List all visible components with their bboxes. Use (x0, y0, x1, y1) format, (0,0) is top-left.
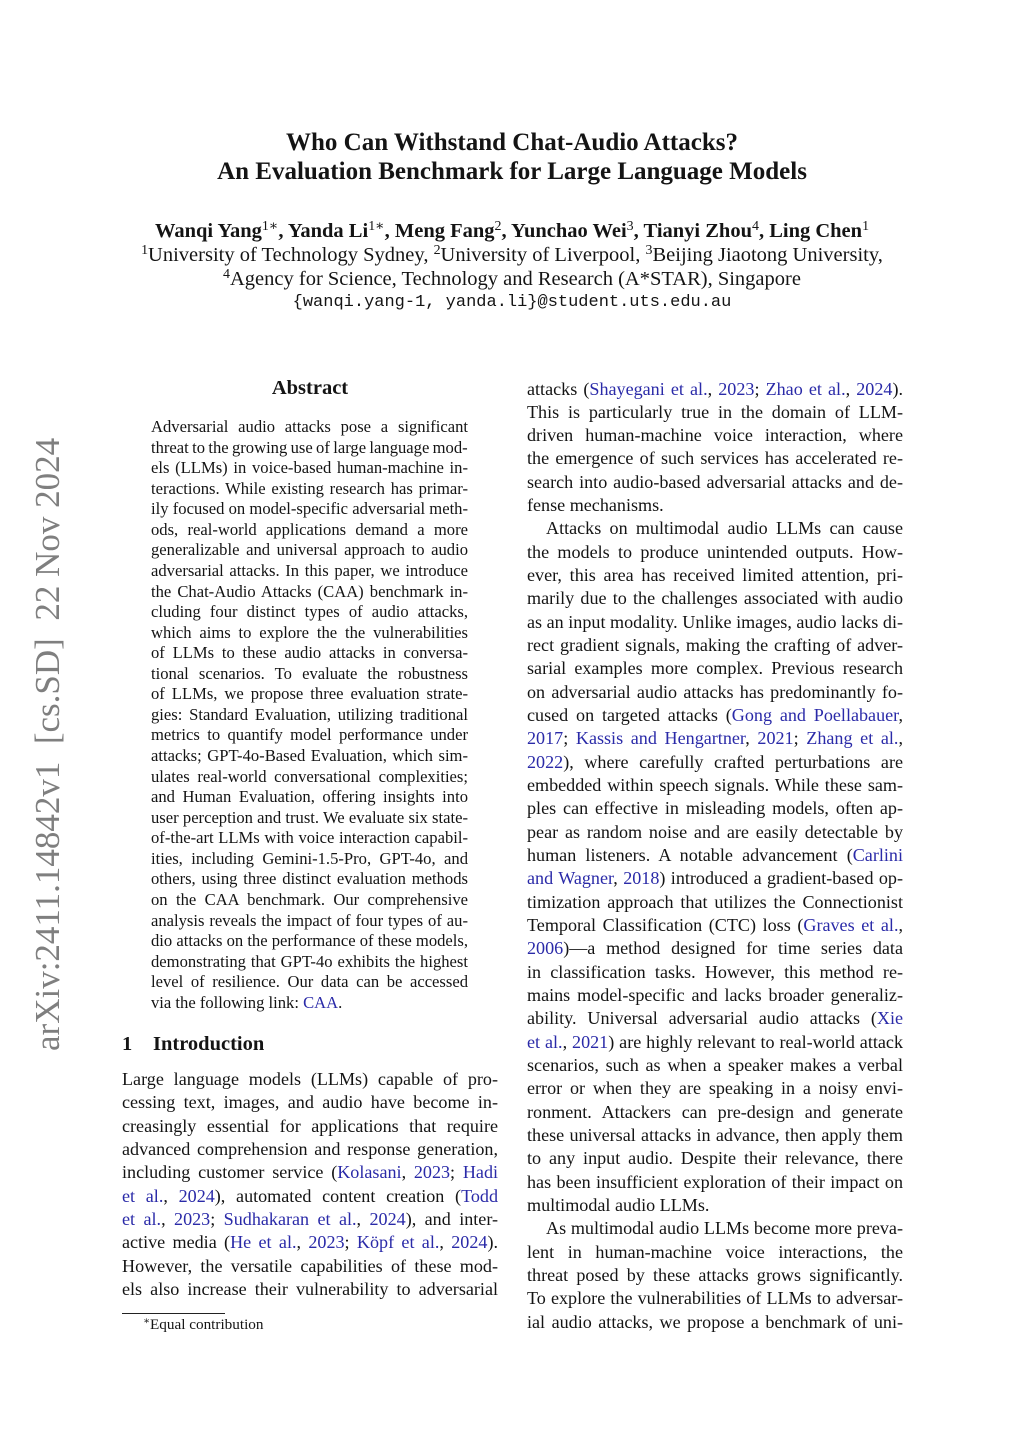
intro-line (527, 821, 903, 844)
abstract-line (151, 746, 468, 767)
title-line: Who Can Withstand Chat-Audio Attacks? (286, 129, 738, 156)
intro-line (527, 517, 903, 540)
text-run: , (613, 868, 624, 889)
text-run: metrics to quantify model performance under (151, 725, 468, 745)
text-run: creasingly essential for applications that require (122, 1115, 498, 1136)
intro-line (527, 1124, 903, 1147)
intro-line (527, 774, 903, 797)
text-run: , (401, 1162, 414, 1183)
author-separator: , (501, 220, 512, 242)
intro-line (122, 1255, 498, 1278)
abstract-line (151, 684, 468, 705)
citation-link[interactable]: 2023 (413, 1162, 451, 1183)
citation-link[interactable]: Gong and Poellabauer (731, 705, 899, 726)
text-run: ability. Universal adversarial audio attacks ( (527, 1008, 877, 1029)
paper-title (0, 128, 1024, 186)
text-run: ; (754, 378, 766, 399)
citation-link[interactable]: 2018 (623, 868, 660, 889)
intro-line (122, 1091, 498, 1114)
citation-link[interactable]: et al. (122, 1185, 164, 1206)
abstract-heading: Abstract (271, 377, 349, 399)
text-run: cessing text, images, and audio have become in- (122, 1092, 498, 1113)
citation-link[interactable]: 2021 (572, 1031, 609, 1052)
text-run: error or when they are speaking in a noisy envi- (527, 1078, 903, 1099)
citation-link[interactable]: 2021 (757, 728, 794, 749)
affiliation-number: 4 (223, 267, 230, 283)
text-run: active media ( (122, 1232, 231, 1253)
intro-line (527, 1217, 903, 1240)
text-run: threat posed by these attacks grows significantly. (527, 1264, 903, 1285)
abstract-line (151, 623, 468, 644)
text-run: sarial examples more complex. Previous research (527, 658, 903, 679)
text-run: the models to produce unintended outputs. How- (527, 541, 903, 562)
intro-line (527, 1007, 903, 1030)
text-run: advanced comprehension and response generation, (122, 1138, 498, 1159)
text-run: Temporal Classification (CTC) loss ( (527, 915, 804, 936)
text-run: marily due to the challenges associated with audio (527, 588, 903, 609)
text-run: these universal attacks in advance, then apply them (527, 1125, 903, 1145)
abstract-line (151, 911, 468, 932)
intro-left-column (122, 1068, 498, 1301)
text-run: gies: Standard Evaluation, utilizing traditional (151, 704, 468, 724)
author-name: Ling Chen (769, 220, 863, 242)
intro-line (527, 727, 903, 750)
section-heading (122, 1032, 264, 1056)
citation-link[interactable]: 2023 (174, 1208, 211, 1229)
section-title: Introduction (153, 1033, 265, 1055)
citation-link[interactable]: Sudhakaran et al. (223, 1208, 357, 1229)
abstract-line (151, 540, 468, 561)
intro-line (527, 471, 903, 494)
citation-link[interactable]: 2006 (527, 938, 564, 959)
intro-line (527, 1101, 903, 1124)
citation-link[interactable]: Hadi (462, 1162, 499, 1183)
text-run: on adversarial audio attacks has predominantly fo- (527, 681, 903, 702)
intro-line (527, 587, 903, 610)
text-run: dio attacks on the performance of these models, (151, 931, 469, 951)
abstract-line (151, 725, 468, 746)
intro-line (527, 1194, 903, 1217)
text-run: demonstrating that GPT-4o exhibits the highest (151, 951, 468, 971)
abstract-line (151, 931, 468, 952)
author-affiliation-mark: 2 (494, 219, 502, 235)
abstract-line (151, 458, 468, 479)
intro-line (122, 1208, 498, 1231)
text-run: including customer service ( (122, 1162, 338, 1183)
citation-link[interactable]: et al. (527, 1031, 563, 1052)
intro-line (122, 1138, 498, 1161)
abstract-line (151, 705, 468, 726)
affiliation-name: University of Technology Sydney, (148, 244, 434, 266)
text-run: , (898, 705, 903, 726)
text-run: adversarial attacks. In this paper, we introduce (151, 560, 468, 580)
intro-line (527, 797, 903, 820)
text-run: ; (793, 728, 807, 749)
intro-line (122, 1231, 498, 1254)
citation-link[interactable]: et al. (122, 1208, 162, 1229)
text-run: multimodal audio LLMs. (527, 1194, 710, 1215)
text-run: pear as random noise and are easily detectable by (527, 821, 903, 842)
intro-line (527, 1264, 903, 1287)
abstract-line (151, 808, 468, 829)
abstract-line (151, 602, 468, 623)
text-run: tional scenarios. To evaluate the robustness (151, 663, 468, 683)
citation-link[interactable]: CAA (303, 992, 339, 1012)
citation-link[interactable]: Carlini (852, 845, 903, 866)
text-run: Attacks on multimodal audio LLMs can cause (546, 518, 903, 539)
author-name: Yanda Li (287, 220, 369, 242)
affiliation-name: University of Liverpool, (440, 244, 646, 266)
intro-line (527, 1311, 903, 1334)
text-run: cused on targeted attacks ( (527, 705, 732, 726)
abstract-line (151, 952, 468, 973)
text-run: , (161, 1208, 175, 1229)
text-run: has been insufficient exploration of their impact on (527, 1171, 903, 1192)
author-affiliation-mark: 1 (862, 219, 870, 235)
author-separator: , (758, 220, 770, 242)
footnote (143, 1316, 264, 1334)
citation-link[interactable]: 2023 (308, 1232, 345, 1253)
author-affiliation-mark: 1∗ (368, 219, 385, 235)
affiliation-name: Agency for Science, Technology and Research (A*STAR), Singapore (230, 268, 801, 290)
text-run: search into audio-based adversarial attacks and de- (527, 471, 903, 492)
intro-line (122, 1161, 498, 1184)
citation-link[interactable]: 2024 (856, 378, 893, 399)
text-run: generalizable and universal approach to audio (151, 540, 468, 560)
citation-link[interactable]: Xie (876, 1008, 903, 1029)
text-run: ial audio attacks, we propose a benchmark of uni- (527, 1311, 903, 1332)
citation-link[interactable]: Kassis and Hengartner (575, 728, 746, 749)
affiliation-number: 3 (645, 243, 653, 259)
text-run: which aims to explore the the vulnerabilities (151, 622, 468, 642)
intro-line (527, 844, 903, 867)
citation-link[interactable]: Shayegani et al. (589, 378, 708, 399)
citation-link[interactable]: Zhang et al. (806, 728, 899, 749)
author-affiliation-mark: 1∗ (261, 219, 279, 235)
text-run: timization approach that utilizes the Connectionist (527, 891, 903, 912)
author-name: Wanqi Yang (154, 220, 262, 242)
intro-line (527, 1077, 903, 1100)
citation-link[interactable]: 2022 (527, 751, 564, 772)
text-run: , (439, 1232, 452, 1253)
author-separator: , (633, 220, 644, 242)
text-run: This is particularly true in the domain of LLM- (527, 401, 903, 422)
intro-line (527, 1171, 903, 1194)
text-run: . (338, 992, 343, 1012)
text-run: , (898, 728, 903, 749)
text-run: cluding four distinct types of audio attacks, (151, 602, 468, 622)
author-name: Tianyi Zhou (643, 220, 752, 242)
citation-link[interactable]: 2024 (369, 1208, 406, 1229)
affiliation-name: Beijing Jiaotong University, (652, 244, 883, 266)
text-run: Large language models (LLMs) capable of pro- (122, 1069, 498, 1089)
text-run: , (356, 1208, 370, 1229)
citation-link[interactable]: He et al. (230, 1232, 297, 1253)
section-number: 1 (122, 1033, 133, 1055)
footnote-mark: ∗ (143, 1316, 151, 1328)
citation-link[interactable]: 2023 (718, 378, 755, 399)
text-run: of LLMs to these audio attacks in conversa- (151, 643, 468, 663)
text-run: ples can effective in misleading models, often ap- (527, 798, 903, 819)
text-run: attacks; GPT-4o-Based Evaluation, which sim- (151, 746, 468, 765)
abstract-body (151, 417, 468, 1013)
text-run: , (745, 728, 758, 749)
text-run: As multimodal audio LLMs become more preva- (546, 1218, 903, 1239)
abstract-line (151, 643, 468, 664)
text-run: ulates real-world conversational complexities; (151, 766, 468, 786)
abstract-line (151, 499, 468, 520)
intro-line (122, 1185, 498, 1208)
author-separator: , (278, 220, 288, 242)
text-run: of-the-art LLMs with voice interaction capabil- (151, 828, 468, 848)
intro-line (527, 681, 903, 704)
abstract-line (151, 828, 468, 849)
author-separator: , (384, 220, 395, 242)
intro-line (527, 914, 903, 937)
text-run: others, using three distinct evaluation methods (151, 869, 468, 889)
text-run: To explore the vulnerabilities of LLMs to adversar- (527, 1288, 903, 1309)
text-run: , (845, 378, 857, 399)
author-name: Yunchao Wei (511, 220, 627, 242)
intro-line (122, 1115, 498, 1138)
author-name: Meng Fang (394, 220, 495, 242)
text-run: and Human Evaluation, offering insights into (151, 787, 468, 807)
affiliations (0, 243, 1024, 291)
text-run: scenarios, such as when a speaker makes a verbal (527, 1055, 903, 1076)
text-run: the Chat-Audio Attacks (CAA) benchmark in- (151, 581, 468, 601)
text-run: the emergence of such services has accelerated re- (527, 448, 903, 469)
text-run: ily focused on model-specific adversarial meth- (151, 499, 468, 519)
text-run: ; (344, 1232, 357, 1253)
text-run: user perception and trust. We evaluate six state- (151, 807, 468, 827)
citation-link[interactable]: 2017 (527, 728, 564, 749)
text-run: rect gradient signals, making the crafting of adver- (527, 635, 903, 656)
abstract-line (151, 438, 468, 459)
citation-link[interactable]: 2024 (178, 1185, 215, 1206)
intro-line (527, 424, 903, 447)
text-run: ) are highly relevant to real-world attack (608, 1031, 904, 1052)
intro-line (527, 611, 903, 634)
text-run: , (898, 915, 903, 936)
intro-line (527, 657, 903, 680)
intro-line (527, 1031, 903, 1054)
abstract-line (151, 561, 468, 582)
text-run: lent in human-machine voice interactions, the (527, 1241, 903, 1262)
citation-link[interactable]: and Wagner (527, 868, 614, 889)
abstract-line (151, 417, 468, 438)
text-run: analysis reveals the impact of four types of au- (151, 910, 468, 930)
text-run: Adversarial audio attacks pose a significant (151, 417, 468, 436)
abstract-line (151, 993, 468, 1014)
abstract-line (151, 767, 468, 788)
intro-line (527, 937, 903, 960)
text-run: , (296, 1232, 309, 1253)
text-run: ). (487, 1232, 498, 1253)
affiliation-line (0, 243, 1024, 267)
intro-line (527, 378, 903, 401)
text-run: , (163, 1185, 179, 1206)
citation-link[interactable]: Todd (461, 1185, 498, 1206)
footnote-rule (122, 1313, 225, 1314)
text-run: els (LLMs) in voice-based human-machine in- (151, 458, 468, 478)
affiliation-number: 1 (141, 243, 149, 259)
intro-line (527, 704, 903, 727)
text-run: driven human-machine voice interaction, where (527, 425, 903, 446)
text-run: , (707, 378, 719, 399)
abstract-line (151, 972, 468, 993)
text-run: ), where carefully crafted perturbations are (563, 751, 903, 772)
citation-link[interactable]: Graves et al. (803, 915, 899, 936)
intro-line (527, 1147, 903, 1170)
text-run: ), automated content creation ( (214, 1185, 462, 1206)
author-list (0, 219, 1024, 243)
text-run: level of resilience. Our data can be accessed (151, 972, 468, 992)
intro-line (527, 634, 903, 657)
text-run: embedded within speech signals. While these sam- (527, 775, 903, 796)
text-run: ; (563, 728, 576, 749)
citation-link[interactable]: Kolasani (337, 1162, 402, 1183)
text-run: ods, real-world applications demand a more (151, 519, 468, 539)
abstract-line (151, 890, 468, 911)
intro-line (527, 447, 903, 470)
text-run: mains model-specific and lacks broader generaliz- (527, 985, 903, 1006)
intro-line (122, 1068, 498, 1091)
text-run: via the following link: (151, 992, 304, 1012)
intro-line (527, 891, 903, 914)
abstract-line (151, 869, 468, 890)
intro-line (527, 494, 903, 517)
intro-line (122, 1278, 498, 1301)
text-run: ) introduced a gradient-based op- (659, 868, 904, 889)
arxiv-stamp: arXiv:2411.14842v1 [cs.SD] 22 Nov 2024 (28, 437, 67, 1051)
author-block (0, 219, 1024, 315)
intro-line (527, 1054, 903, 1077)
text-run: ; (450, 1162, 463, 1183)
text-run: as an input modality. Unlike images, audio lacks di- (527, 611, 903, 632)
abstract-line (151, 582, 468, 603)
affiliation-number: 2 (433, 243, 441, 259)
text-run: , (562, 1031, 573, 1052)
text-run: )—a method designed for time series data (563, 938, 903, 959)
text-run: ronment. Attackers can pre-design and generate (527, 1101, 903, 1122)
affiliation-line (0, 267, 1024, 291)
text-run: ; (210, 1208, 224, 1229)
intro-line (527, 751, 903, 774)
intro-line (527, 961, 903, 984)
intro-line (527, 564, 903, 587)
abstract-line (151, 479, 468, 500)
author-affiliation-mark: 3 (626, 219, 634, 235)
text-run: teractions. While existing research has primar- (151, 478, 468, 498)
citation-link[interactable]: Köpf et al. (356, 1232, 440, 1253)
text-run: to any input audio. Despite their relevance, there (527, 1148, 903, 1169)
abstract-line (151, 520, 468, 541)
text-run: human listeners. A notable advancement ( (527, 845, 853, 866)
text-run: in classification tasks. However, this method re- (527, 961, 903, 982)
contact-email: {wanqi.yang-1, yanda.li}@student.uts.edu.au (292, 293, 732, 312)
abstract-line (151, 787, 468, 808)
text-run: ities, including Gemini-1.5-Pro, GPT-4o, and (151, 848, 468, 868)
intro-line (527, 401, 903, 424)
citation-link[interactable]: Zhao et al. (765, 378, 846, 399)
text-run: on the CAA benchmark. Our comprehensive (151, 889, 468, 909)
text-run: els also increase their vulnerability to adversarial (122, 1278, 498, 1299)
abstract-line (151, 664, 468, 685)
text-run: threat to the growing use of large language mod- (151, 437, 468, 457)
intro-line (527, 867, 903, 890)
author-affiliation-mark: 4 (751, 219, 759, 235)
intro-right-column (527, 378, 903, 1334)
text-run: However, the versatile capabilities of these mod- (122, 1255, 498, 1276)
text-run: attacks ( (527, 378, 590, 399)
intro-line (527, 1287, 903, 1310)
intro-line (527, 984, 903, 1007)
text-run: fense mechanisms. (527, 495, 664, 516)
text-run: ). (892, 378, 903, 399)
text-run: ), and inter- (405, 1208, 499, 1229)
intro-line (527, 541, 903, 564)
text-run: of LLMs, we propose three evaluation strate- (151, 684, 468, 704)
text-run: ever, this area has received limited attention, pri- (527, 565, 903, 586)
intro-line (527, 1241, 903, 1264)
title-line: An Evaluation Benchmark for Large Language Models (217, 158, 807, 185)
abstract-line (151, 849, 468, 870)
footnote-text: Equal contribution (150, 1316, 264, 1333)
citation-link[interactable]: 2024 (451, 1232, 488, 1253)
